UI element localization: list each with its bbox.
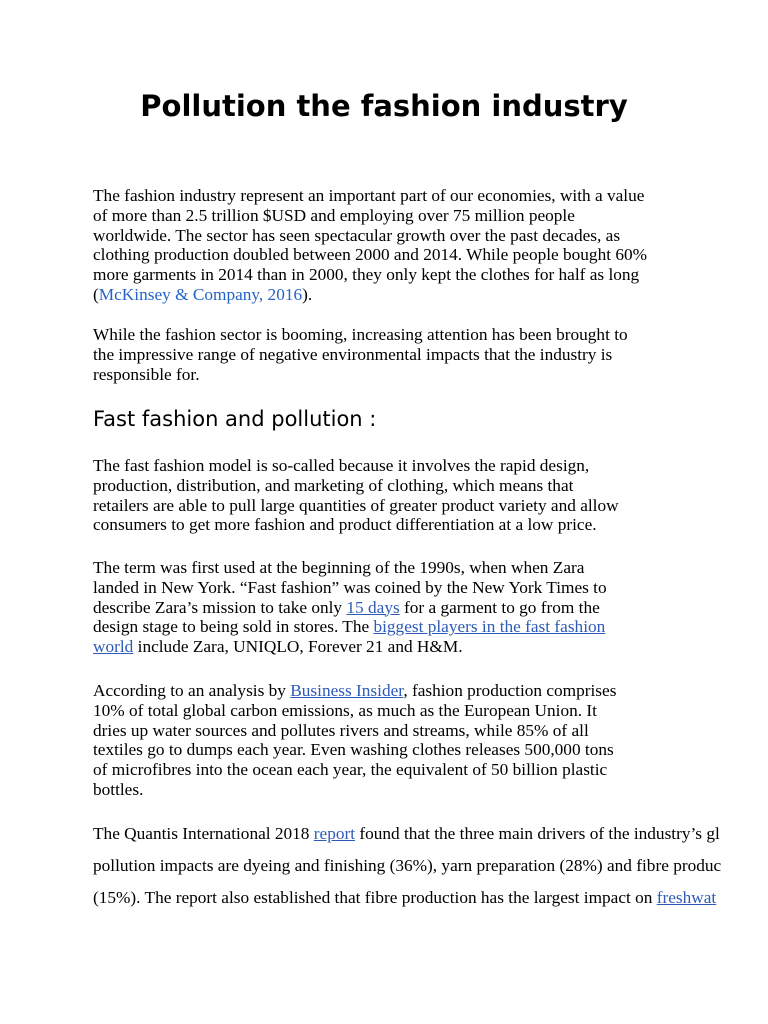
text-segment: found that the three main drivers of the industry’s gl bbox=[355, 824, 720, 843]
intro-line: more garments in 2014 than in 2000, they only kept the clothes for half as long bbox=[93, 265, 640, 285]
paragraph-line: dries up water sources and pollutes rivers and streams, while 85% of all bbox=[93, 720, 589, 740]
text-segment: design stage to being sold in stores. The bbox=[93, 617, 374, 637]
paragraph-line: landed in New York. “Fast fashion” was coined by the New York Times to bbox=[93, 577, 607, 597]
paragraph-line: bottles. bbox=[93, 779, 144, 799]
intro-citation-line bbox=[93, 285, 693, 305]
booming-paragraph bbox=[93, 325, 693, 384]
paragraph-line: production, distribution, and marketing of clothing, which means that bbox=[93, 475, 574, 495]
quantis-line-2: pollution impacts are dyeing and finishing (36%), yarn preparation (28%) and fibre produc bbox=[93, 856, 722, 875]
paragraph-line: the impressive range of negative environmental impacts that the industry is bbox=[93, 344, 613, 364]
business-insider-link[interactable]: Business Insider bbox=[290, 681, 404, 700]
biggest-players-link[interactable]: biggest players in the fast fashion bbox=[373, 617, 606, 637]
paragraph-line: The term was first used at the beginning of the 1990s, when when Zara bbox=[93, 558, 585, 577]
freshwater-link[interactable]: freshwat bbox=[656, 888, 717, 907]
intro-paragraph bbox=[93, 186, 693, 305]
paragraph-line: of microfibres into the ocean each year, the equivalent of 50 billion plastic bbox=[93, 760, 608, 780]
intro-line: worldwide. The sector has seen spectacular growth over the past decades, as bbox=[93, 225, 621, 245]
intro-line: The fashion industry represent an important part of our economies, with a value bbox=[93, 186, 645, 205]
report-link[interactable]: report bbox=[313, 824, 356, 843]
paragraph-line bbox=[93, 681, 693, 701]
business-insider-paragraph bbox=[93, 681, 693, 800]
fast-fashion-model-paragraph bbox=[93, 456, 693, 535]
text-segment: According to an analysis by bbox=[93, 681, 291, 700]
text-segment: include Zara, UNIQLO, Forever 21 and H&M. bbox=[133, 637, 463, 657]
text-segment: , fashion production comprises bbox=[403, 681, 617, 700]
paragraph-line: 10% of total global carbon emissions, as much as the European Union. It bbox=[93, 700, 597, 720]
paragraph-line: consumers to get more fashion and product differentiation at a low price. bbox=[93, 515, 597, 535]
paragraph-line: retailers are able to pull large quantities of greater product variety and allow bbox=[93, 495, 619, 515]
fifteen-days-link[interactable]: 15 days bbox=[346, 597, 400, 617]
citation-open: ( bbox=[93, 284, 99, 304]
paragraph-line: responsible for. bbox=[93, 364, 200, 384]
text-segment: (15%). The report also established that fibre production has the largest impact on bbox=[93, 888, 657, 907]
mckinsey-citation-link[interactable]: McKinsey & Company, 2016 bbox=[98, 284, 303, 304]
text-segment: for a garment to go from the bbox=[399, 597, 600, 617]
term-origin-paragraph bbox=[93, 558, 693, 657]
text-segment: describe Zara’s mission to take only bbox=[93, 597, 347, 617]
paragraph-line: While the fashion sector is booming, increasing attention has been brought to bbox=[93, 325, 628, 344]
page-title: Pollution the fashion industry bbox=[140, 89, 628, 123]
text-segment: The Quantis International 2018 bbox=[93, 824, 314, 843]
paragraph-line bbox=[93, 598, 693, 618]
intro-line: clothing production doubled between 2000 and 2014. While people bought 60% bbox=[93, 245, 648, 265]
section-heading: Fast fashion and pollution : bbox=[93, 407, 377, 431]
biggest-players-link-continued[interactable]: world bbox=[93, 637, 134, 657]
quantis-line-3 bbox=[93, 888, 716, 908]
quantis-line-1 bbox=[93, 824, 720, 844]
paragraph-line: The fast fashion model is so-called because it involves the rapid design, bbox=[93, 456, 590, 475]
paragraph-line: textiles go to dumps each year. Even washing clothes releases 500,000 tons bbox=[93, 740, 614, 760]
intro-line: of more than 2.5 trillion $USD and employing over 75 million people bbox=[93, 205, 575, 225]
paragraph-line bbox=[93, 637, 693, 657]
citation-close: ). bbox=[302, 284, 313, 304]
paragraph-line bbox=[93, 617, 693, 637]
